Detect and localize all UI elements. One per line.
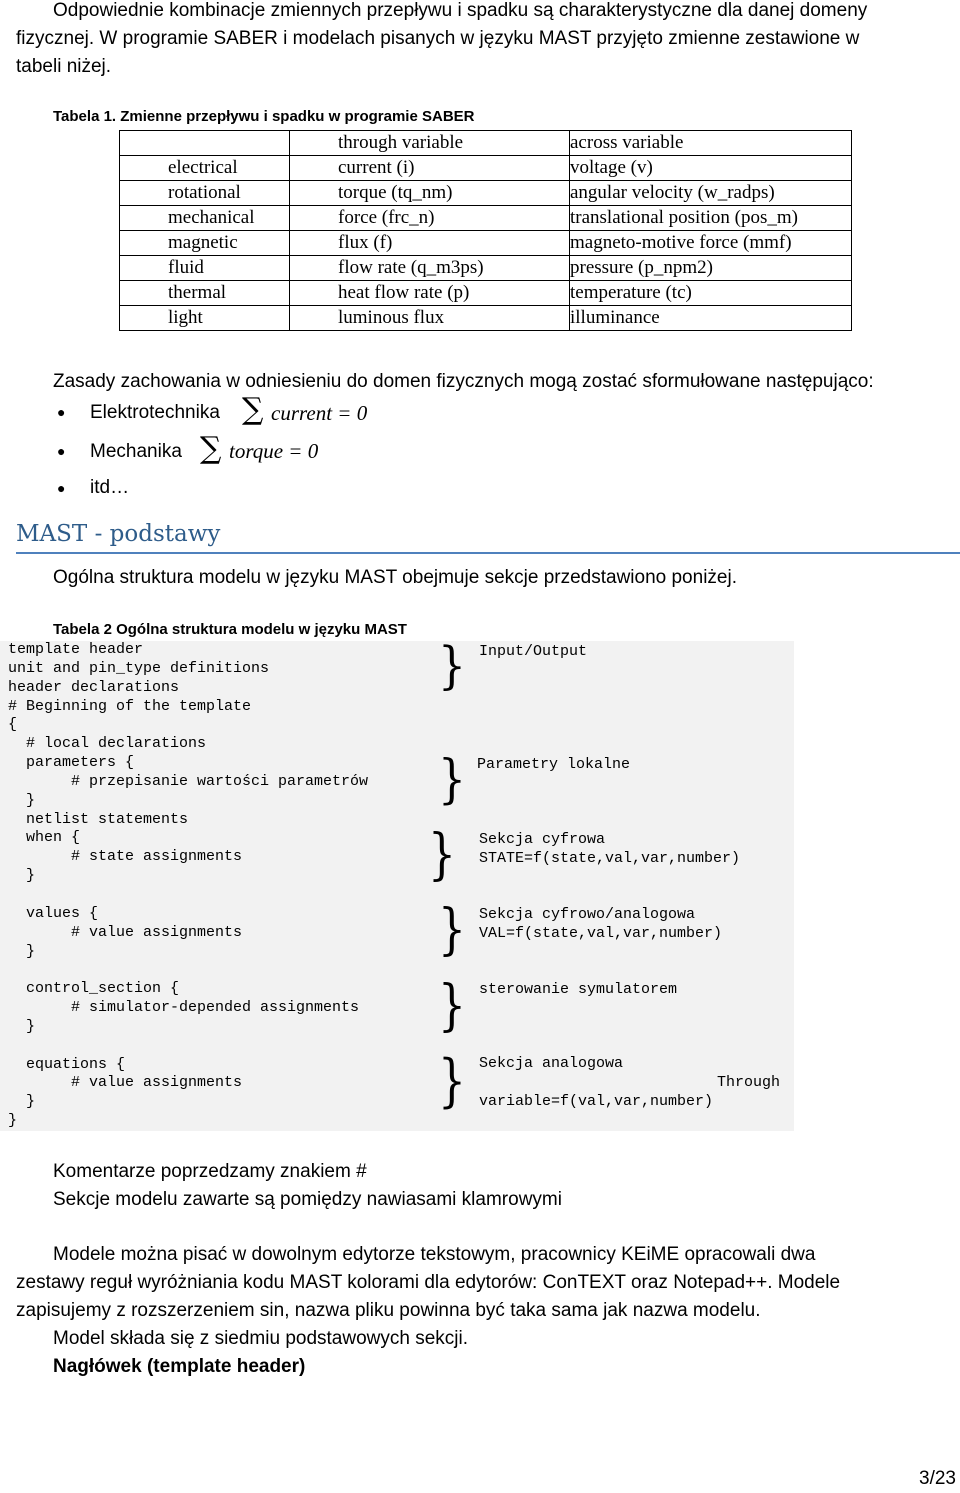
brace-icon: } — [438, 974, 466, 1038]
subsection-heading: Nagłówek (template header) — [53, 1356, 306, 1377]
table-cell: flux (f) — [290, 231, 570, 256]
rule-label: Mechanika — [90, 441, 182, 462]
table-cell: fluid — [120, 256, 290, 281]
variables-table — [119, 130, 852, 331]
section-intro: Ogólna struktura modelu w języku MAST obejmuje sekcje przedstawiono poniżej. — [53, 567, 737, 588]
table-cell: voltage (v) — [570, 156, 852, 181]
table-cell: translational position (pos_m) — [570, 206, 852, 231]
table-row — [120, 281, 852, 306]
table-cell: rotational — [120, 181, 290, 206]
table-cell — [120, 131, 290, 156]
table-row — [120, 231, 852, 256]
table-cell: current (i) — [290, 156, 570, 181]
code-listing: template header unit and pin_type definitions header declarations # Beginning of the template { # local declarations parameters { # przepisanie wartości parametrów } netlist statements when { # state assignments } values { # value assignments } control_section { # simulator-depended assignments } equations { # value assignments } } — [8, 641, 369, 1130]
annotation: Sekcja cyfrowo/analogowa — [479, 906, 696, 923]
brace-icon: } — [438, 898, 466, 962]
table-cell: mechanical — [120, 206, 290, 231]
note: Komentarze poprzedzamy znakiem # — [53, 1161, 367, 1182]
brace-icon: } — [438, 1047, 466, 1115]
rule-formula: current = 0 — [271, 401, 368, 425]
annotation: variable=f(val,var,number) — [479, 1093, 714, 1110]
intro-line-1: Odpowiednie kombinacje zmiennych przepływu i spadku są charakterystyczne dla danej domeny — [53, 0, 868, 21]
table-cell: thermal — [120, 281, 290, 306]
sum-icon: ∑ — [200, 431, 222, 466]
annotation: Input/Output — [479, 643, 588, 660]
table-cell: flow rate (q_m3ps) — [290, 256, 570, 281]
table-cell: heat flow rate (p) — [290, 281, 570, 306]
table-cell: electrical — [120, 156, 290, 181]
table-header-cell: across variable — [570, 131, 852, 156]
annotation: Sekcja analogowa — [479, 1055, 624, 1072]
table2-caption: Tabela 2 Ogólna struktura modelu w języku MAST — [53, 621, 407, 638]
table-cell: angular velocity (w_radps) — [570, 181, 852, 206]
table-row — [120, 206, 852, 231]
table-cell: pressure (p_npm2) — [570, 256, 852, 281]
rule-formula: torque = 0 — [229, 439, 319, 463]
editors-paragraph — [16, 1241, 956, 1325]
section-heading: MAST - podstawy — [16, 521, 221, 547]
table-cell: luminous flux — [290, 306, 570, 331]
table-row — [120, 181, 852, 206]
annotation: STATE=f(state,val,var,number) — [479, 850, 741, 867]
intro-line-3: tabeli niżej. — [16, 56, 112, 77]
annotation: Through — [717, 1074, 781, 1091]
rules-intro: Zasady zachowania w odniesieniu do domen fizycznych mogą zostać sformułowane następująco: — [53, 371, 874, 392]
table-header-row — [120, 131, 852, 156]
rule-label: itd… — [90, 477, 130, 498]
bullet-icon: ● — [57, 480, 66, 496]
table-cell: temperature (tc) — [570, 281, 852, 306]
note: Sekcje modelu zawarte są pomiędzy nawiasami klamrowymi — [53, 1189, 562, 1210]
table-row — [120, 306, 852, 331]
sum-icon: ∑ — [242, 392, 264, 427]
bullet-icon: ● — [57, 404, 66, 420]
table-row — [120, 156, 852, 181]
paragraph-line: zapisujemy z rozszerzeniem sin, nazwa pliku powinna być taka sama jak nazwa modelu. — [16, 1300, 761, 1321]
table-header-cell: through variable — [290, 131, 570, 156]
brace-icon: } — [428, 823, 456, 887]
paragraph-line: zestawy reguł wyróżniania kodu MAST kolorami dla edytorów: ConTEXT oraz Notepad++. Modele — [16, 1272, 841, 1293]
table-cell: torque (tq_nm) — [290, 181, 570, 206]
table-cell: force (frc_n) — [290, 206, 570, 231]
table-cell: illuminance — [570, 306, 852, 331]
annotation: Parametry lokalne — [477, 756, 631, 773]
table-cell: magnetic — [120, 231, 290, 256]
table-cell: magneto-motive force (mmf) — [570, 231, 852, 256]
paragraph-line: Modele można pisać w dowolnym edytorze tekstowym, pracownicy KEiME opracowali dwa — [53, 1244, 816, 1265]
intro-paragraph — [16, 0, 956, 81]
table-cell: light — [120, 306, 290, 331]
table1-caption: Tabela 1. Zmienne przepływu i spadku w programie SABER — [53, 108, 475, 125]
annotation: VAL=f(state,val,var,number) — [479, 925, 723, 942]
annotation: sterowanie symulatorem — [479, 981, 678, 998]
brace-icon: } — [438, 749, 466, 811]
table-row — [120, 256, 852, 281]
brace-icon: } — [438, 636, 466, 696]
note: Model składa się z siedmiu podstawowych sekcji. — [53, 1328, 469, 1349]
page-number: 3/23 — [919, 1468, 956, 1489]
bullet-icon: ● — [57, 443, 66, 459]
rule-label: Elektrotechnika — [90, 402, 220, 423]
annotation: Sekcja cyfrowa — [479, 831, 606, 848]
intro-line-2: fizycznej. W programie SABER i modelach pisanych w języku MAST przyjęto zmienne zestawione w — [16, 28, 860, 49]
heading-underline — [16, 552, 960, 554]
